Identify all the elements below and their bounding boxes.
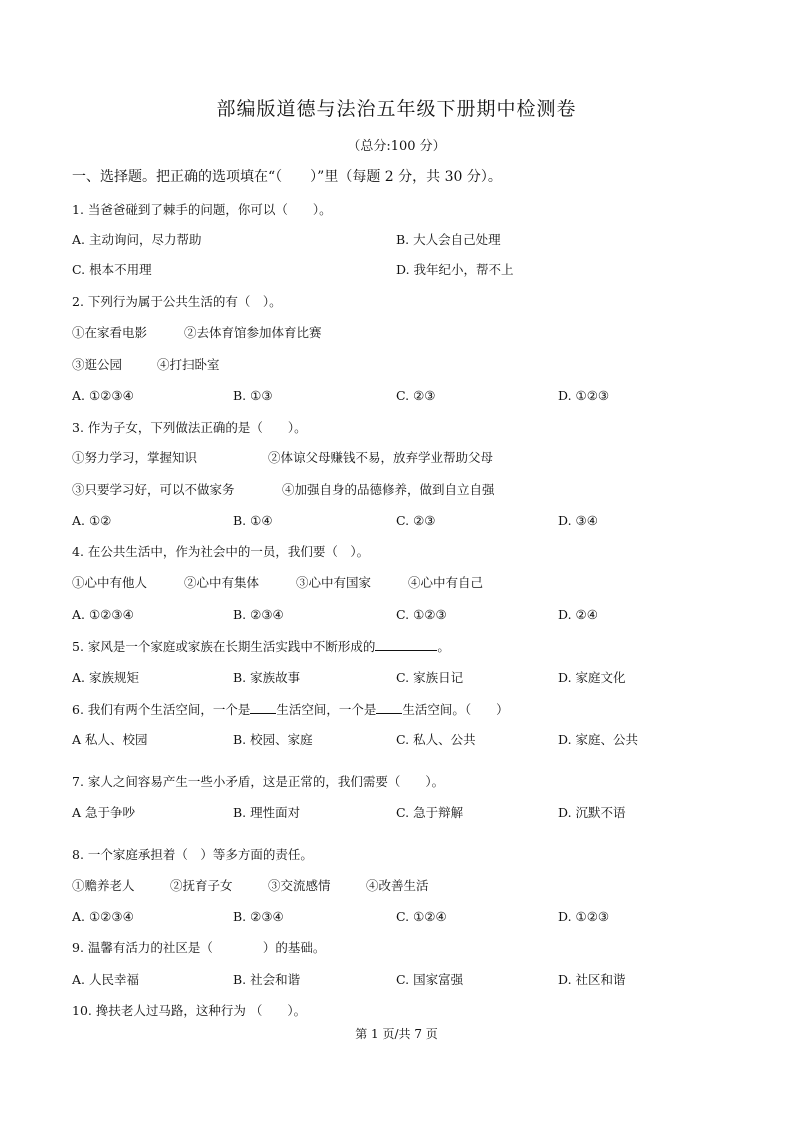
question-4-option-d: D. ②④ [558,607,598,622]
question-7-option-c: C. 急于辩解 [396,805,464,820]
question-3-stem: 3. 作为子女，下列做法正确的是（ ）。 [72,420,307,435]
question-8-stem: 8. 一个家庭承担着（ ）等多方面的责任。 [72,847,313,862]
question-6-stem [72,701,509,718]
question-5-option-d: D. 家庭文化 [558,670,626,685]
question-4-option-c: C. ①②③ [396,607,447,622]
question-6-stem-part-3: 生活空间。（ ） [402,702,509,717]
question-10-stem: 10. 搀扶老人过马路，这种行为 （ ）。 [72,1003,307,1018]
question-8-option-d: D. ①②③ [558,909,610,924]
question-4-option-a: A. ①②③④ [72,607,134,622]
question-6-option-c: C. 私人、公共 [396,732,476,747]
question-2-stem: 2. 下列行为属于公共生活的有（ ）。 [72,294,282,309]
question-7-option-d: D. 沉默不语 [558,805,626,820]
question-1-stem: 1. 当爸爸碰到了棘手的问题，你可以（ ）。 [72,202,332,217]
question-2-statement-4: ④打扫卧室 [157,357,220,372]
question-4-statement-2: ②心中有集体 [184,575,260,590]
question-3-option-a: A. ①② [72,513,112,528]
question-9-option-a: A. 人民幸福 [72,972,139,987]
question-9-stem: 9. 温馨有活力的社区是（ ）的基础。 [72,940,326,955]
question-5-option-b: B. 家族故事 [233,670,301,685]
question-5-stem [72,638,450,655]
question-6-stem-part-1: 6. 我们有两个生活空间，一个是 [72,702,251,717]
question-9-option-c: C. 国家富强 [396,972,464,987]
question-1-option-a: A. 主动询问，尽力帮助 [72,232,202,247]
question-2-statement-3: ③逛公园 [72,357,123,372]
question-1-option-b: B. 大人会自己处理 [396,232,501,247]
question-4-statement-3: ③心中有国家 [296,575,372,590]
answer-blank [376,701,402,714]
question-1-option-d: D. 我年纪小，帮不上 [396,262,514,277]
question-2-option-b: B. ①③ [233,388,273,403]
question-3-statement-4: ④加强自身的品德修养，做到自立自强 [282,482,495,497]
question-3-statement-3: ③只要学习好，可以不做家务 [72,482,235,497]
question-5-stem-end: 。 [437,639,450,654]
question-9-option-b: B. 社会和谐 [233,972,301,987]
question-8-statement-2: ②抚育子女 [170,878,233,893]
question-1-option-c: C. 根本不用理 [72,262,152,277]
page-title: 部编版道德与法治五年级下册期中检测卷 [216,98,577,120]
question-3-statement-1: ①努力学习，掌握知识 [72,450,198,465]
question-2-option-a: A. ①②③④ [72,388,134,403]
question-5-option-c: C. 家族日记 [396,670,464,685]
question-6-option-d: D. 家庭、公共 [558,732,639,747]
question-4-statement-1: ①心中有他人 [72,575,148,590]
question-6-option-a: A 私人、校园 [72,732,148,747]
section-heading: 一、选择题。把正确的选项填在“（ ）”里（每题 2 分，共 30 分）。 [72,169,502,185]
question-4-statement-4: ④心中有自己 [408,575,484,590]
answer-blank [250,701,276,714]
question-7-stem: 7. 家人之间容易产生一些小矛盾，这是正常的，我们需要（ ）。 [72,774,445,789]
question-4-option-b: B. ②③④ [233,607,284,622]
question-9-option-d: D. 社区和谐 [558,972,626,987]
question-8-statement-1: ①赡养老人 [72,878,135,893]
question-2-statement-1: ①在家看电影 [72,325,148,340]
question-5-option-a: A. 家族规矩 [72,670,139,685]
question-2-option-d: D. ①②③ [558,388,610,403]
question-8-statement-4: ④改善生活 [366,878,429,893]
question-6-option-b: B. 校园、家庭 [233,732,313,747]
question-7-option-a: A 急于争吵 [72,805,136,820]
question-2-statement-2: ②去体育馆参加体育比赛 [184,325,322,340]
question-6-stem-part-2: 生活空间，一个是 [276,702,377,717]
question-8-option-a: A. ①②③④ [72,909,134,924]
question-3-option-c: C. ②③ [396,513,436,528]
answer-blank [375,638,437,651]
question-5-stem-text: 5. 家风是一个家庭或家族在长期生活实践中不断形成的 [72,639,376,654]
total-score: （总分:100 分） [347,139,446,154]
question-2-option-c: C. ②③ [396,388,436,403]
question-8-option-c: C. ①②④ [396,909,447,924]
question-8-statement-3: ③交流感情 [268,878,331,893]
question-3-option-b: B. ①④ [233,513,273,528]
question-3-statement-2: ②体谅父母赚钱不易，放弃学业帮助父母 [268,450,494,465]
question-4-stem: 4. 在公共生活中，作为社会中的一员，我们要（ ）。 [72,544,370,559]
question-7-option-b: B. 理性面对 [233,805,301,820]
question-8-option-b: B. ②③④ [233,909,284,924]
question-3-option-d: D. ③④ [558,513,598,528]
page-number: 第 1 页/共 7 页 [355,1027,438,1041]
